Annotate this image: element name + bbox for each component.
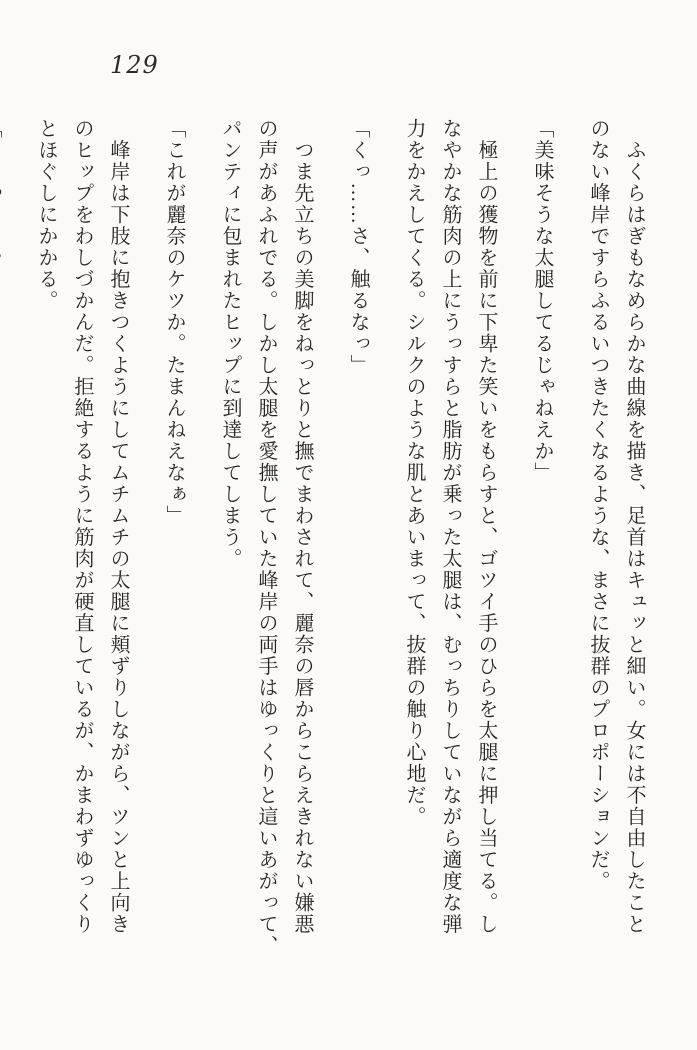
text-line: 力をかえしてくる。シルクのような肌とあいまって、抜群の触り心地だ。 xyxy=(403,118,425,828)
text-line: とほぐしにかかる。 xyxy=(35,118,57,312)
text-line: の声があふれでる。しかし太腿を愛撫していた峰岸の両手はゆっくりと這いあがって、 xyxy=(255,118,277,957)
text-line: のヒップをわしづかんだ。拒絶するように筋肉が硬直しているが、かまわずゆっくり xyxy=(71,118,93,935)
text-line: 極上の獲物を前に下卑た笑いをもらすと、ゴツイ手のひらを太腿に押し当てる。し xyxy=(475,118,497,935)
text-line: なやかな筋肉の上にうっすらと脂肪が乗った太腿は、むっちりしていながら適度な弾 xyxy=(439,118,461,935)
text-line: のない峰岸ですらふるいつきたくなるような、まさに抜群のプロポーションだ。 xyxy=(587,118,609,892)
text-line: パンティに包まれたヒップに到達してしまう。 xyxy=(219,118,241,570)
text-line: 「これが麗奈のケツか。たまんねえなぁ」 xyxy=(163,118,185,527)
text-block xyxy=(0,118,652,961)
text-line xyxy=(0,118,8,961)
text-line: 「美味そうな太腿してるじゃねえか」 xyxy=(531,118,553,484)
text-line: ふくらはぎもなめらかな曲線を描き、足首はキュッと細い。女には不自由したこと xyxy=(623,118,645,935)
text-line: つま先立ちの美脚をねっとりと撫でまわされて、麗奈の唇からこらえきれない嫌悪 xyxy=(291,118,313,935)
page-number: 129 xyxy=(110,51,159,79)
text-line: 「くっ……さ、触るなっ」 xyxy=(347,118,369,376)
text-line: 峰岸は下肢に抱きつくようにしてムチムチの太腿に頬ずりしながら、ツンと上向き xyxy=(107,118,129,935)
